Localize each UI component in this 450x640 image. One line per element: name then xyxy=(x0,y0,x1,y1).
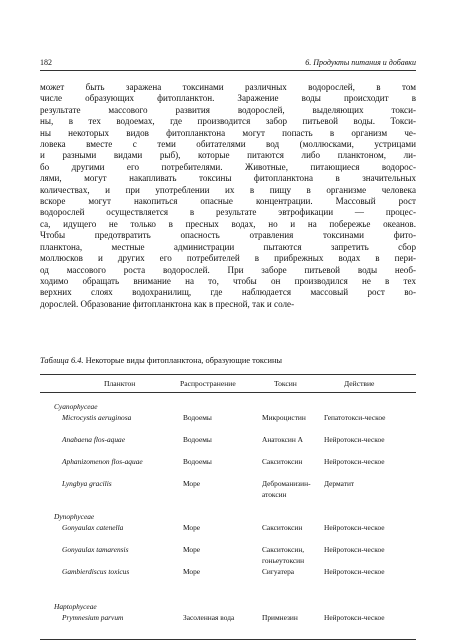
column-header-distribution: Распространение xyxy=(180,379,236,388)
body-line: ны, в тех водоемах, где производится забор питьевой воды. Токси- xyxy=(40,116,416,127)
table-body xyxy=(40,393,416,640)
column-header-toxin: Токсин xyxy=(274,379,297,388)
effect-cell: Нейротокси-ческое xyxy=(324,545,385,554)
table-group-heading: Haptophyceae xyxy=(54,602,97,611)
species-cell: Lyngbya gracilis xyxy=(62,479,112,488)
species-cell: Gonyaulax tamarensis xyxy=(62,545,129,554)
body-line: вскоре могут накопиться опасные концентрации. Массовый рост xyxy=(40,196,416,207)
species-cell: Gambierdiscus toxicus xyxy=(62,567,130,576)
body-line: лями, могут накапливать токсины фитопланктона в значительных xyxy=(40,173,416,184)
effect-cell: Дерматит xyxy=(324,479,355,488)
species-cell: Aphanizomenon flos-aquae xyxy=(62,457,143,466)
species-cell: Anabaena flos-aquae xyxy=(62,435,126,444)
body-text xyxy=(40,82,416,310)
phytoplankton-table xyxy=(40,374,416,640)
table-row xyxy=(40,457,416,479)
header-rule xyxy=(40,70,416,71)
species-cell: Gonyaulax catenella xyxy=(62,523,124,532)
column-header-effect: Действие xyxy=(344,379,375,388)
body-line: может быть заражена токсинами различных водорослей, в том xyxy=(40,82,416,92)
toxin-cell: Сакситоксин xyxy=(262,457,303,466)
body-line: верхних слоях водохранилищ, где наблюдается массовый рост во- xyxy=(40,287,416,298)
group-spacer xyxy=(40,589,416,601)
toxin-cell: Сакситоксин xyxy=(262,523,303,532)
body-line: результате массового развития водорослей, выделяющих токси- xyxy=(40,104,416,115)
table-row xyxy=(40,479,416,501)
body-line: ны некоторых видов фитопланктона могут попасть в организм че- xyxy=(40,127,416,138)
habitat-cell: Засоленная вода xyxy=(183,613,235,622)
species-cell: Microcystis aeruginosa xyxy=(62,413,132,422)
body-line: и разными видами рыб), которые питаются либо планктоном, ли- xyxy=(40,150,416,161)
habitat-cell: Водоемы xyxy=(183,457,212,466)
table-row xyxy=(40,613,416,635)
habitat-cell: Водоемы xyxy=(183,435,212,444)
body-line: ловека вместе с теми обитателями вод (моллюсками, устрицами xyxy=(40,139,416,150)
habitat-cell: Водоемы xyxy=(183,413,212,422)
body-line: ходимо обращать внимание на то, чтобы он производился не в тех xyxy=(40,275,416,286)
habitat-cell: Море xyxy=(183,567,201,576)
table-caption xyxy=(40,355,416,366)
effect-cell: Гепатотокси-ческое xyxy=(324,413,386,422)
body-line: числе образующих фитопланктон. Заражение воды происходит в xyxy=(40,93,416,104)
habitat-cell: Море xyxy=(183,523,201,532)
table-row xyxy=(40,567,416,589)
body-line: дорослей. Образование фитопланктона как в пресной, так и соле- xyxy=(40,298,295,309)
table-header-row xyxy=(40,375,416,392)
table-caption-text: Некоторые виды фитопланктона, образующие токсины xyxy=(83,356,283,365)
effect-cell: Нейротокси-ческое xyxy=(324,457,385,466)
table-group-heading: Dynophyceae xyxy=(54,512,95,521)
column-header-plankton: Планктон xyxy=(104,379,136,388)
toxin-cell: Сигуатера xyxy=(262,567,295,576)
body-line: са, идущего не только в пресных водах, но и на побережье океанов. xyxy=(40,218,416,229)
effect-cell: Нейротокси-ческое xyxy=(324,523,385,532)
page-number: 182 xyxy=(40,58,52,67)
toxin-cell: Сакситоксин, гоньеутоксин xyxy=(262,545,305,565)
running-head: 6. Продукты питания и добавки xyxy=(305,58,416,67)
effect-cell: Нейротокси-ческое xyxy=(324,567,385,576)
body-line: бо другими его потребителями. Животные, питающиеся водорос- xyxy=(40,161,416,172)
table-row xyxy=(40,435,416,457)
group-spacer xyxy=(40,393,416,401)
page-header xyxy=(40,57,416,69)
toxin-cell: Деброманизин-атоксин xyxy=(262,479,311,499)
effect-cell: Нейротокси-ческое xyxy=(324,435,385,444)
body-line: од массового роста водорослей. При заборе питьевой воды необ- xyxy=(40,264,416,275)
body-line: Чтобы предотвратить опасность отравления токсинами фито- xyxy=(40,230,416,241)
habitat-cell: Море xyxy=(183,545,201,554)
toxin-cell: Примнезин xyxy=(262,613,298,622)
table-row xyxy=(40,545,416,567)
table-row xyxy=(40,523,416,545)
body-line: водорослей осуществляется в результате эвтрофикации — процес- xyxy=(40,207,416,218)
group-spacer xyxy=(40,501,416,511)
body-line: планктона, местные администрации пытаются запретить сбор xyxy=(40,241,416,252)
table-caption-label: Таблица 6.4. xyxy=(40,356,84,365)
body-line: количествах, и при употреблении их в пищу в организме человека xyxy=(40,184,416,195)
effect-cell: Нейротокси-ческое xyxy=(324,613,385,622)
species-cell: Prymnesium parvum xyxy=(62,613,124,622)
table-group-heading: Cyanophyceae xyxy=(54,402,98,411)
body-line: моллюсков и других его потребителей в прибрежных водах в пери- xyxy=(40,253,416,264)
table-row xyxy=(40,413,416,435)
habitat-cell: Море xyxy=(183,479,201,488)
toxin-cell: Анатоксин А xyxy=(262,435,303,444)
toxin-cell: Микроцистин xyxy=(262,413,306,422)
